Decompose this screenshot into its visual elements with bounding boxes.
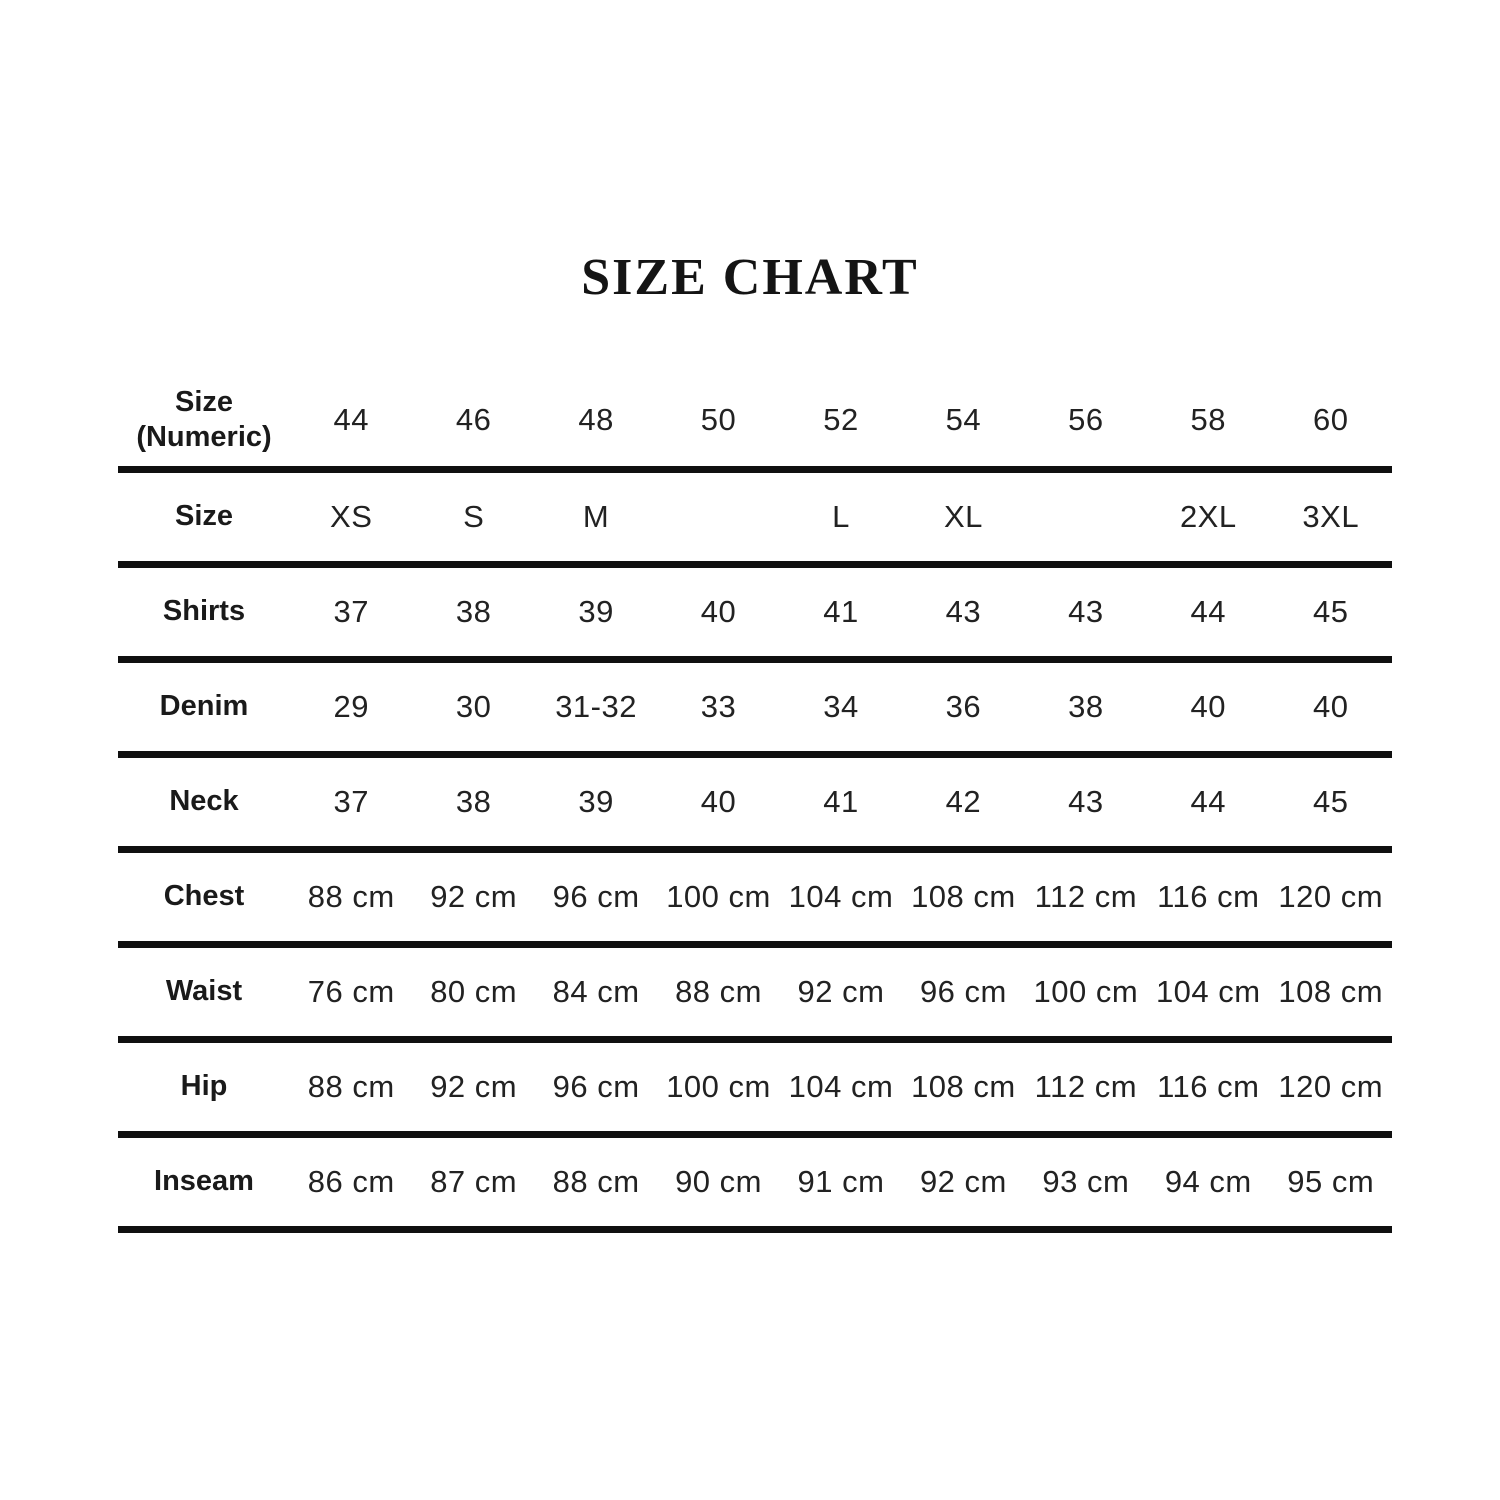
table-cell: 44 [1190, 593, 1227, 629]
table-row [118, 1134, 1392, 1229]
table-cell: 104 cm [788, 1068, 894, 1104]
table-cell: M [582, 498, 610, 534]
table-cell: 76 cm [307, 973, 395, 1009]
table-cell: 96 cm [919, 973, 1007, 1009]
table-cell: 33 [700, 688, 737, 724]
table-cell: 41 [823, 783, 859, 819]
table-cell: 120 cm [1278, 1068, 1384, 1104]
table-cell [1025, 469, 1147, 564]
table-cell: 38 [455, 593, 492, 629]
table-cell: XS [330, 498, 373, 534]
page-title: SIZE CHART [581, 249, 919, 306]
table-cell: 92 cm [797, 973, 885, 1009]
table-cell: 52 [823, 401, 859, 437]
table-row [118, 849, 1392, 944]
table-cell: 40 [700, 783, 737, 819]
table-cell: 41 [823, 593, 859, 629]
table-cell: 34 [823, 688, 859, 724]
table-row [118, 469, 1392, 564]
table-cell: 44 [333, 401, 369, 437]
table-cell: 43 [945, 593, 982, 629]
table-cell: 45 [1313, 783, 1349, 819]
table-row [118, 659, 1392, 754]
table-cell: 88 cm [552, 1163, 640, 1199]
table-cell: 54 [945, 401, 982, 437]
size-chart-table [118, 374, 1392, 1233]
table-cell: 31-32 [555, 688, 637, 724]
table-cell: 45 [1313, 593, 1349, 629]
table-cell: 43 [1068, 593, 1104, 629]
table-cell: XL [943, 498, 983, 534]
row-label: Waist [165, 975, 243, 1008]
table-cell: 50 [700, 401, 737, 437]
table-cell: 112 cm [1034, 1068, 1138, 1104]
table-cell: 2XL [1179, 498, 1237, 534]
table-cell: 44 [1190, 783, 1227, 819]
table-cell: 38 [1068, 688, 1104, 724]
row-label: Chest [163, 880, 245, 913]
table-cell: 104 cm [788, 878, 894, 914]
table-cell: 84 cm [552, 973, 640, 1009]
table-row [118, 564, 1392, 659]
table-cell: 37 [333, 593, 369, 629]
table-row [118, 1039, 1392, 1134]
table-cell: 96 cm [552, 878, 640, 914]
table-cell: 88 cm [307, 1068, 395, 1104]
table-cell: 40 [1190, 688, 1227, 724]
table-cell: 37 [333, 783, 369, 819]
row-label: Size [174, 500, 234, 533]
table-cell: 92 cm [919, 1163, 1007, 1199]
table-cell: 116 cm [1157, 1068, 1260, 1104]
table-cell: 108 cm [911, 1068, 1016, 1104]
table-cell: 86 cm [307, 1163, 395, 1199]
table-cell: 40 [700, 593, 737, 629]
table-cell: 39 [578, 783, 614, 819]
table-row [118, 944, 1392, 1039]
table-cell: 38 [455, 783, 492, 819]
table-cell: 112 cm [1034, 878, 1138, 914]
table-cell: 90 cm [675, 1163, 762, 1199]
table-cell: 95 cm [1287, 1163, 1375, 1199]
size-chart-table-body [118, 374, 1392, 1229]
table-cell: 87 cm [430, 1163, 518, 1199]
table-cell: L [832, 498, 850, 534]
table-cell: 96 cm [552, 1068, 640, 1104]
table-cell: 93 cm [1042, 1163, 1130, 1199]
row-label: Denim [159, 690, 249, 723]
table-row [118, 374, 1392, 469]
table-cell: 100 cm [666, 1068, 771, 1104]
table-cell: 91 cm [797, 1163, 885, 1199]
table-cell: 36 [945, 688, 982, 724]
table-row [118, 754, 1392, 849]
table-cell: 104 cm [1155, 973, 1261, 1009]
row-label: Neck [169, 785, 239, 818]
row-label: Shirts [162, 595, 246, 628]
row-label: Size (Numeric) [136, 385, 272, 453]
row-label: Inseam [154, 1165, 254, 1198]
table-cell: 100 cm [1033, 973, 1139, 1009]
table-cell: 42 [945, 783, 982, 819]
table-cell: 43 [1068, 783, 1104, 819]
table-cell: 30 [455, 688, 492, 724]
table-cell: 56 [1068, 401, 1104, 437]
table-cell: 100 cm [666, 878, 771, 914]
table-cell: 92 cm [430, 878, 518, 914]
table-cell: 92 cm [430, 1068, 518, 1104]
table-cell: 108 cm [1278, 973, 1384, 1009]
table-cell: 88 cm [307, 878, 395, 914]
table-cell: 58 [1190, 401, 1227, 437]
row-label: Hip [180, 1070, 228, 1103]
table-cell: S [463, 498, 485, 534]
table-cell: 116 cm [1157, 878, 1260, 914]
table-cell: 108 cm [911, 878, 1016, 914]
table-cell: 3XL [1302, 498, 1360, 534]
table-cell [657, 469, 779, 564]
table-cell: 88 cm [675, 973, 762, 1009]
table-cell: 94 cm [1164, 1163, 1252, 1199]
table-cell: 60 [1313, 401, 1349, 437]
table-cell: 29 [333, 688, 369, 724]
table-cell: 80 cm [430, 973, 518, 1009]
table-cell: 39 [578, 593, 614, 629]
table-cell: 120 cm [1278, 878, 1384, 914]
table-cell: 40 [1313, 688, 1349, 724]
table-cell: 48 [578, 401, 614, 437]
table-cell: 46 [455, 401, 492, 437]
